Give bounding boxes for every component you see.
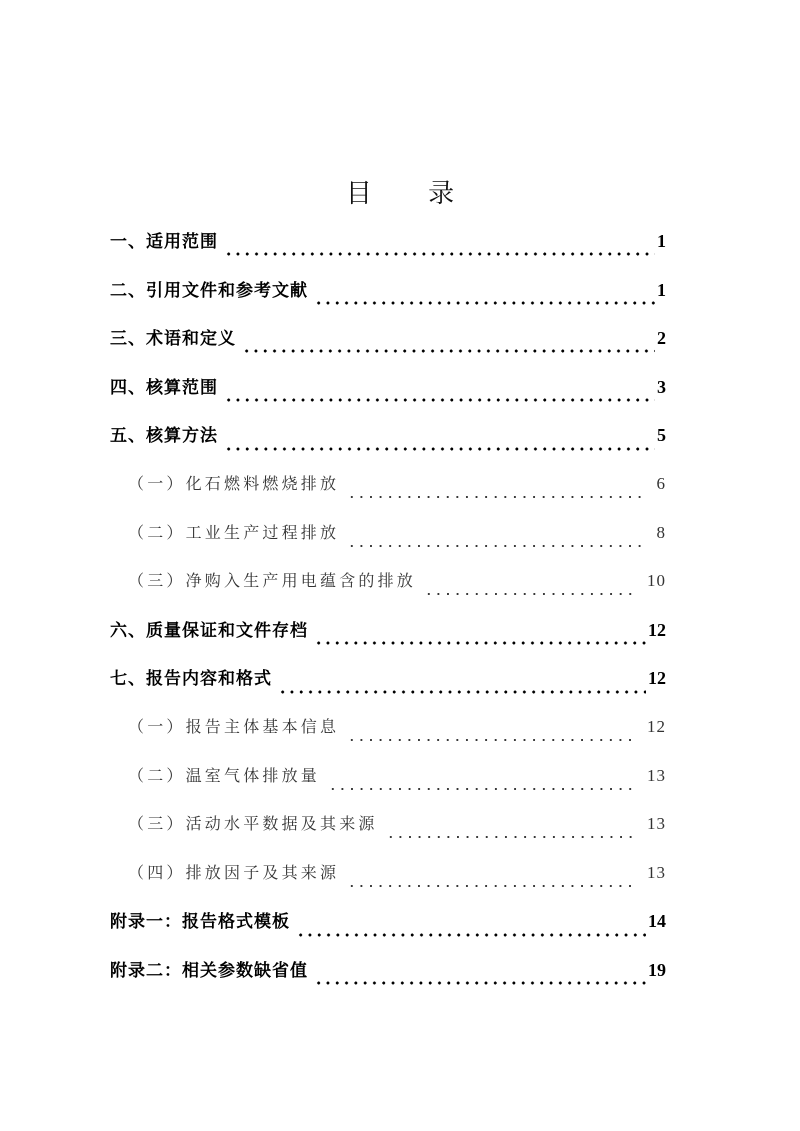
toc-entry-label: （二）温室气体排放量 [128, 765, 321, 785]
toc-entry-label: （三）净购入生产用电蕴含的排放 [128, 571, 417, 591]
toc-subentry-industrial-process[interactable] [110, 518, 666, 567]
toc-page-number: 1 [657, 279, 666, 300]
toc-page-number: 12 [647, 716, 666, 736]
dot-leader [422, 592, 635, 596]
dot-leader [314, 301, 655, 305]
toc-subentry-ghg-emissions[interactable] [110, 761, 666, 810]
toc-entry-accounting-methods[interactable] [110, 420, 666, 469]
toc-entry-label: 附录一：报告格式模板 [110, 912, 290, 933]
toc-entry-label: 六、质量保证和文件存档 [110, 620, 308, 641]
toc-subentry-purchased-electricity[interactable] [110, 566, 666, 615]
toc-page-number: 6 [656, 473, 666, 493]
dot-leader [242, 349, 655, 353]
dot-leader [296, 933, 646, 937]
toc-subentry-fossil-fuel[interactable] [110, 469, 666, 518]
toc-entry-references[interactable] [110, 275, 666, 324]
toc-page-number: 10 [647, 571, 666, 591]
toc-entry-label: （一）报告主体基本信息 [128, 716, 340, 736]
toc-page-number: 19 [648, 959, 666, 980]
toc-entry-label: 一、适用范围 [110, 232, 218, 252]
toc-page-number: 8 [656, 522, 666, 542]
toc-page-number: 2 [657, 328, 666, 349]
toc-entry-terms[interactable] [110, 323, 666, 372]
toc-page-number: 13 [647, 862, 666, 882]
toc-page-number: 12 [648, 619, 666, 640]
toc-entry-label: （二）工业生产过程排放 [128, 522, 340, 542]
toc-entry-appendix-1[interactable] [110, 906, 666, 955]
toc-entry-label: 三、术语和定义 [110, 329, 236, 350]
toc-entry-label: 七、报告内容和格式 [110, 669, 272, 690]
toc-page-number: 14 [648, 911, 666, 932]
toc-entry-report-content[interactable] [110, 663, 666, 712]
toc-entry-label: （一）化石燃料燃烧排放 [128, 473, 340, 493]
toc-subentry-emission-factors[interactable] [110, 858, 666, 907]
toc-entry-label: 附录二：相关参数缺省值 [110, 960, 308, 981]
dot-leader [314, 981, 646, 985]
dot-leader [224, 398, 655, 402]
dot-leader [345, 738, 635, 742]
toc-page-number: 12 [648, 668, 666, 689]
toc-page-number: 5 [657, 425, 666, 446]
toc-entry-label: 四、核算范围 [110, 377, 218, 398]
dot-leader [345, 884, 635, 888]
toc-page-number: 13 [647, 814, 666, 834]
toc-entry-accounting-scope[interactable] [110, 372, 666, 421]
table-of-contents [110, 226, 666, 1004]
dot-leader [224, 252, 655, 256]
dot-leader [345, 544, 644, 548]
toc-page-number: 1 [657, 231, 666, 251]
toc-subentry-activity-data[interactable] [110, 809, 666, 858]
dot-leader [345, 495, 644, 499]
toc-title: 目 录 [345, 179, 479, 210]
toc-entry-scope[interactable] [110, 226, 666, 275]
toc-page-number: 3 [657, 376, 666, 397]
toc-entry-label: （四）排放因子及其来源 [128, 862, 340, 882]
dot-leader [384, 835, 635, 839]
toc-subentry-basic-info[interactable] [110, 712, 666, 761]
toc-entry-appendix-2[interactable] [110, 955, 666, 1004]
dot-leader [314, 641, 646, 645]
dot-leader [326, 787, 635, 791]
toc-entry-label: 二、引用文件和参考文献 [110, 280, 308, 301]
dot-leader [278, 690, 646, 694]
toc-entry-label: 五、核算方法 [110, 426, 218, 447]
toc-page-number: 13 [647, 765, 666, 785]
toc-entry-label: （三）活动水平数据及其来源 [128, 814, 378, 834]
toc-entry-quality-assurance[interactable] [110, 615, 666, 664]
dot-leader [224, 447, 655, 451]
